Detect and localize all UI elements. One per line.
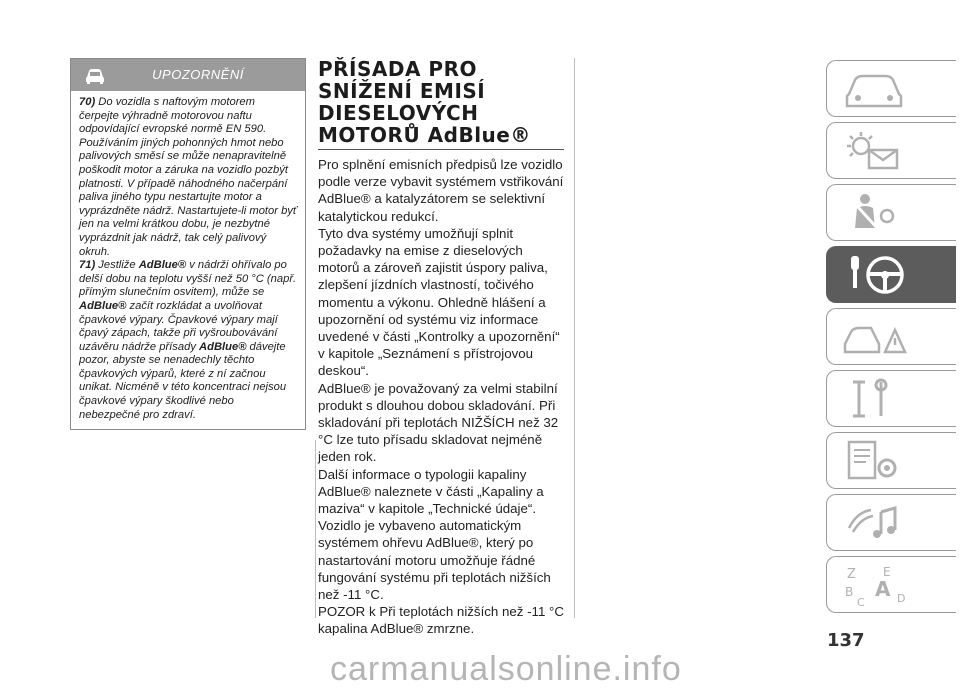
paragraph: Další informace o typologii kapaliny AdBlue® naleznete v části „Kapaliny a maziva“ v kapitole „Technické údaje“. [318,466,544,517]
chapter-tab-index[interactable] [826,556,956,613]
chapter-tab-emergency[interactable] [826,308,956,365]
note-text: Do vozidla s naftovým motorem čerpejte výhradně motorovou naftu odpovídající evropské normě EN 590. Používáním jiných pohonných hmot nebo palivových směsí se může nenapravitelně poškodit motor a záruka na vozidlo pozbýt platnosti. V případě náhodného načerpání paliva jiného typu nestartujte motor a vyprázdněte nádrž. Nastartujete-li motor byť jen na velmi krátkou dobu, je nezbytné vyprázdnit jak nádrž, tak celý palivový okruh. [79,96,297,258]
note-number: 71) [79,259,96,272]
chapter-tab-technical-data[interactable] [826,432,956,489]
note-text: dávejte pozor, abyste se nenadechly těchto čpavkových výparů, které z ní začnou unikat. Nicméně v této koncentraci nejsou čpavkové výpary škodlivé nebo nebezpečné pro zdraví. [79,340,287,421]
section-column [318,58,564,638]
note-text: začít rozkládat a uvolňovat čpavkové výpary. Čpavkové výpary mají čpavý zápach, takže při vyšroubovávání uzávěru nádrže přísady [79,299,278,353]
paragraph: AdBlue® je považovaný za velmi stabilní produkt s dlouhou dobou skladování. Při skladování při teplotách NIŽŠÍCH než 32 °C lze tuto přísadu skladovat nejméně jeden rok. [318,380,559,465]
watermark: carmanualsonline.info [330,650,682,688]
note-text: Jestliže [98,259,136,272]
heading-line: PŘÍSADA PRO [318,57,477,81]
svg-text:D: D [897,592,906,605]
note-number: 70) [79,96,96,108]
warning-text [71,91,305,422]
svg-text:C: C [857,596,865,608]
light-envelope-icon [841,128,911,174]
heading-line: MOTORŮ AdBlue® [318,123,531,147]
warning-box [70,58,306,430]
document-gear-icon [841,438,911,484]
chapter-tab-multimedia[interactable] [826,494,956,551]
chapter-tab-maintenance[interactable] [826,370,956,427]
svg-text:E: E [883,565,891,579]
chapter-tab-safety[interactable] [826,184,956,241]
svg-text:B: B [845,585,854,599]
car-front-icon [841,66,911,112]
chapter-tab-lights[interactable] [826,122,956,179]
section-body [318,156,564,638]
warning-header [71,59,305,91]
warning-item-70 [79,96,297,259]
car-crash-warning-icon [841,314,911,360]
note-text: v nádrži ohřívalo po delší dobu na teplotu vyšší než 50 °C (např. přímým slunečním osvitem), může se [79,259,297,299]
adblue-bold: AdBlue® [138,259,187,272]
column-divider [574,58,575,618]
section-heading [318,58,564,146]
heading-line: SNÍŽENÍ EMISÍ [318,79,486,103]
page-number: 137 [827,630,865,651]
heading-line: DIESELOVÝCH [318,101,479,125]
wrench-icon [841,376,911,422]
svg-text:A: A [875,577,891,601]
heading-divider [318,149,564,150]
seatbelt-icon [841,190,911,236]
warning-title: UPOZORNĚNÍ [152,67,244,82]
paragraph: Pro splnění emisních předpisů lze vozidlo podle verze vybavit systémem vstřikování AdBlue® a katalyzátorem se selektivní katalytickou redukcí. [318,157,564,224]
chapter-tab-dashboard[interactable] [826,60,956,117]
column-divider [315,440,316,618]
paragraph: Vozidlo je vybaveno automatickým systémem ohřevu AdBlue®, který po nastartování motoru umožňuje řádné fungování systému při teplotách nižších než -11 °C. [318,518,551,603]
svg-text:Z: Z [847,567,856,582]
adblue-bold: AdBlue® [199,340,247,353]
paragraph: POZOR k Při teplotách nižších než -11 °C kapalina AdBlue® zmrzne. [318,604,564,637]
key-steering-wheel-icon [841,252,911,298]
alphabet-index-icon [841,562,911,608]
chapter-tab-starting-driving[interactable] [826,246,956,303]
adblue-bold: AdBlue® [79,299,127,312]
paragraph: Tyto dva systémy umožňují splnit požadavky na emise z dieselových motorů a zároveň zajistit úspory paliva, zlepšení jízdních vlastností, točivého momentu a výkonu. Ohledně hlášení a upozornění od systému viz informace uvedené v části „Kontrolky a upozornění“ v kapitole „Seznámení s přístrojovou deskou“. [318,225,560,379]
multimedia-icon [841,500,911,546]
warning-item-71 [79,259,297,422]
